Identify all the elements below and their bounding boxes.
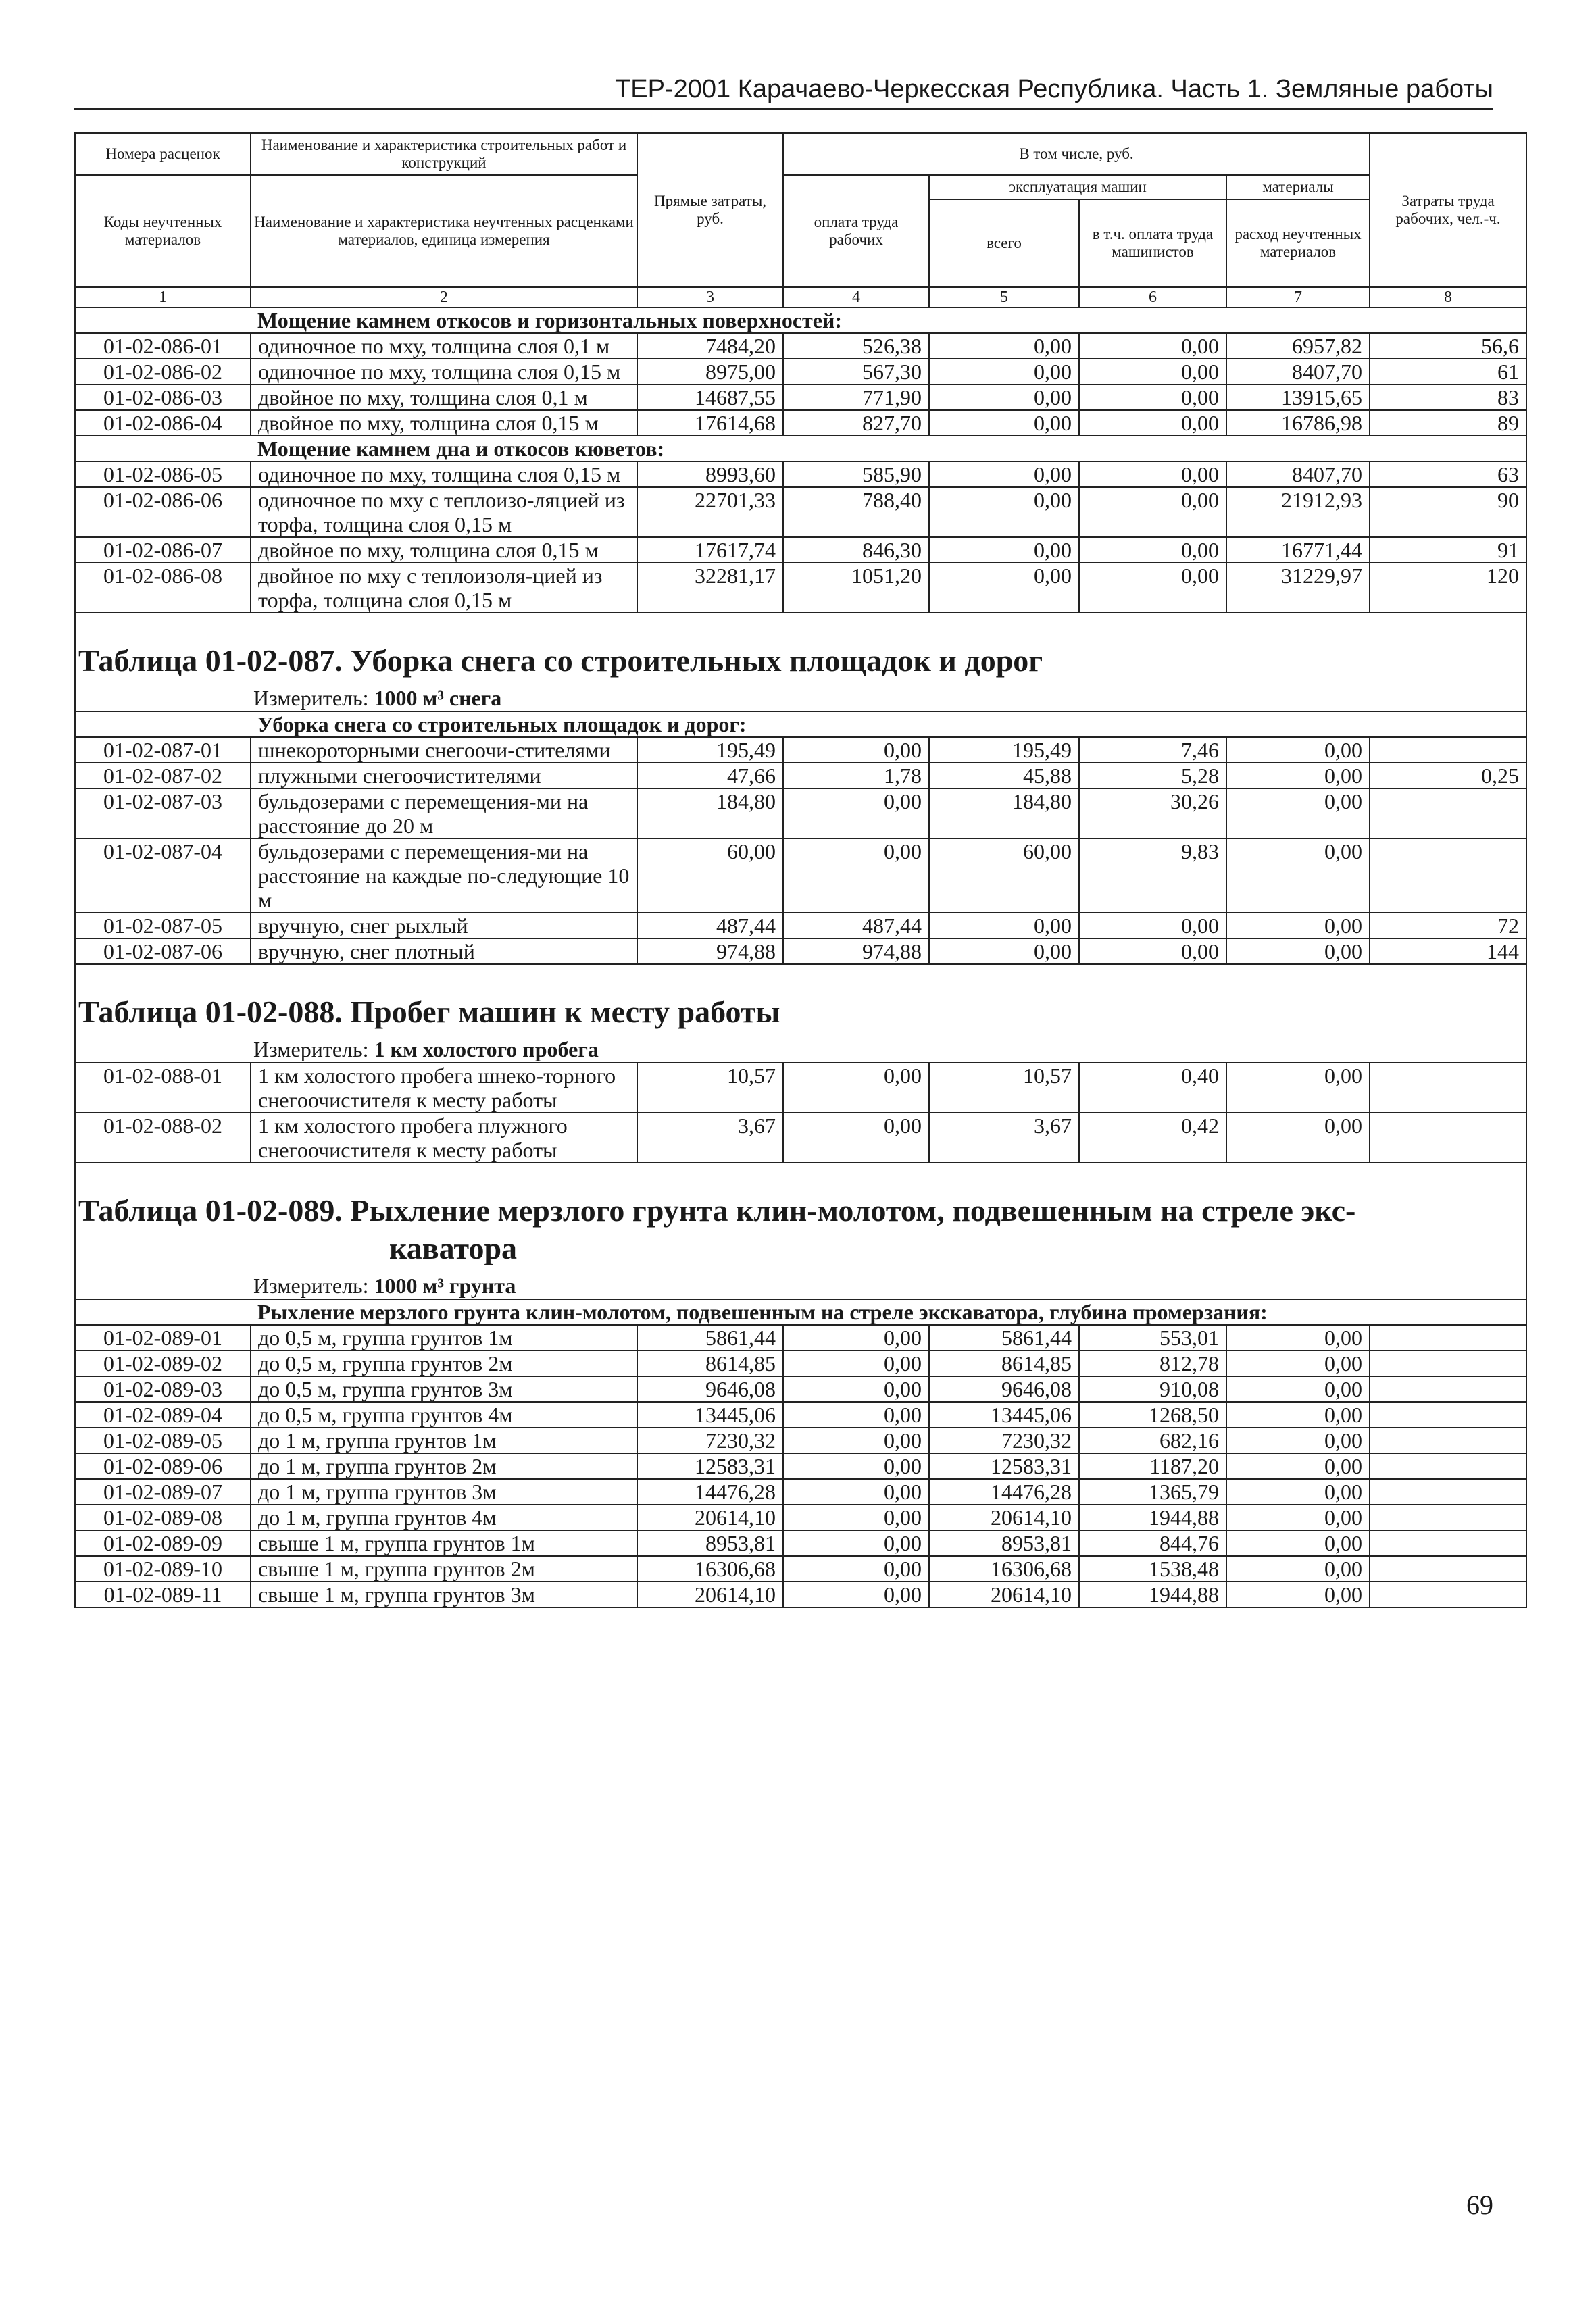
materials-cost: 0,00 — [1226, 1582, 1370, 1607]
section-row — [75, 1299, 1526, 1325]
labor-costs: 0,25 — [1370, 763, 1526, 788]
materials-cost: 0,00 — [1226, 1428, 1370, 1453]
direct-costs: 7230,32 — [637, 1428, 783, 1453]
work-name: шнекороторными снегоочи-стителями — [251, 737, 637, 763]
labor-wages: 0,00 — [783, 838, 929, 913]
section-row — [75, 711, 1526, 737]
machine-costs: 0,00 — [929, 333, 1079, 359]
table-row — [75, 788, 1526, 838]
header-rate-numbers: Номера расценок — [75, 133, 251, 175]
materials-cost: 0,00 — [1226, 913, 1370, 938]
page-header: ТЕР-2001 Карачаево-Черкесская Республика. Часть 1. Земляные работы — [74, 70, 1493, 110]
table-row — [75, 359, 1526, 384]
table-row — [75, 487, 1526, 537]
labor-wages: 0,00 — [783, 1505, 929, 1530]
table-body — [75, 307, 1526, 333]
table-row — [75, 1113, 1526, 1163]
machinist-wages: 0,00 — [1079, 333, 1226, 359]
table-title-line1: Таблица 01-02-089. Рыхление мерзлого грунта клин-молотом, подвешенным на стреле экс- — [78, 1193, 1356, 1228]
column-number: 8 — [1370, 287, 1526, 307]
machinist-wages: 0,00 — [1079, 537, 1226, 563]
rate-code: 01-02-086-02 — [75, 359, 251, 384]
labor-costs: 63 — [1370, 461, 1526, 487]
machinist-wages: 5,28 — [1079, 763, 1226, 788]
labor-wages: 827,70 — [783, 410, 929, 436]
work-name: свыше 1 м, группа грунтов 2м — [251, 1556, 637, 1582]
direct-costs: 8614,85 — [637, 1351, 783, 1376]
work-name: двойное по мху, толщина слоя 0,1 м — [251, 384, 637, 410]
materials-cost: 0,00 — [1226, 1530, 1370, 1556]
machinist-wages: 0,00 — [1079, 461, 1226, 487]
direct-costs: 8975,00 — [637, 359, 783, 384]
header-machinist-wages: в т.ч. оплата труда машинистов — [1079, 199, 1226, 287]
machine-costs: 9646,08 — [929, 1376, 1079, 1402]
header-material-name: Наименование и характеристика неучтенных расценками материалов, единица измерения — [251, 175, 637, 287]
machinist-wages: 1944,88 — [1079, 1582, 1226, 1607]
work-name: одиночное по мху, толщина слоя 0,15 м — [251, 359, 637, 384]
labor-wages: 0,00 — [783, 1376, 929, 1402]
labor-costs — [1370, 1428, 1526, 1453]
table-087-rows — [75, 737, 1526, 964]
materials-cost: 21912,93 — [1226, 487, 1370, 537]
materials-cost: 16771,44 — [1226, 537, 1370, 563]
machine-costs: 45,88 — [929, 763, 1079, 788]
work-name: 1 км холостого пробега шнеко-торного снегоочистителя к месту работы — [251, 1063, 637, 1113]
machinist-wages: 0,00 — [1079, 359, 1226, 384]
work-name: вручную, снег плотный — [251, 938, 637, 964]
work-name: плужными снегоочистителями — [251, 763, 637, 788]
labor-wages: 1,78 — [783, 763, 929, 788]
labor-costs: 83 — [1370, 384, 1526, 410]
direct-costs: 8953,81 — [637, 1530, 783, 1556]
machine-costs: 0,00 — [929, 487, 1079, 537]
table-row — [75, 537, 1526, 563]
rate-code: 01-02-086-04 — [75, 410, 251, 436]
machinist-wages: 844,76 — [1079, 1530, 1226, 1556]
table-086-section1 — [75, 333, 1526, 436]
labor-wages: 487,44 — [783, 913, 929, 938]
table-row — [75, 1556, 1526, 1582]
table-title — [75, 1188, 1526, 1273]
direct-costs: 10,57 — [637, 1063, 783, 1113]
rate-code: 01-02-089-06 — [75, 1453, 251, 1479]
header-total: всего — [929, 199, 1079, 287]
labor-wages: 0,00 — [783, 737, 929, 763]
labor-costs — [1370, 1113, 1526, 1163]
labor-costs — [1370, 1530, 1526, 1556]
labor-costs — [1370, 1556, 1526, 1582]
machinist-wages: 0,00 — [1079, 913, 1226, 938]
machine-costs: 0,00 — [929, 359, 1079, 384]
column-numbers-row — [75, 287, 1526, 307]
machine-costs: 14476,28 — [929, 1479, 1079, 1505]
table-row — [75, 1428, 1526, 1453]
work-name: одиночное по мху, толщина слоя 0,15 м — [251, 461, 637, 487]
table-088-rows — [75, 1063, 1526, 1163]
machine-costs: 5861,44 — [929, 1325, 1079, 1351]
header-material-codes: Коды неучтенных материалов — [75, 175, 251, 287]
materials-cost: 0,00 — [1226, 737, 1370, 763]
machine-costs: 13445,06 — [929, 1402, 1079, 1428]
rate-code: 01-02-088-01 — [75, 1063, 251, 1113]
rate-code: 01-02-086-01 — [75, 333, 251, 359]
machinist-wages: 0,00 — [1079, 487, 1226, 537]
machine-costs: 3,67 — [929, 1113, 1079, 1163]
materials-cost: 0,00 — [1226, 1402, 1370, 1428]
labor-costs — [1370, 1402, 1526, 1428]
machine-costs: 195,49 — [929, 737, 1079, 763]
work-name: одиночное по мху с теплоизо-ляцией из торфа, толщина слоя 0,15 м — [251, 487, 637, 537]
direct-costs: 20614,10 — [637, 1582, 783, 1607]
materials-cost: 0,00 — [1226, 938, 1370, 964]
labor-wages: 567,30 — [783, 359, 929, 384]
labor-wages: 846,30 — [783, 537, 929, 563]
rate-code: 01-02-086-07 — [75, 537, 251, 563]
rate-code: 01-02-089-05 — [75, 1428, 251, 1453]
table-row — [75, 1530, 1526, 1556]
header-including: В том числе, руб. — [783, 133, 1370, 175]
table-row — [75, 1479, 1526, 1505]
machine-costs: 10,57 — [929, 1063, 1079, 1113]
table-row — [75, 737, 1526, 763]
machinist-wages: 1944,88 — [1079, 1505, 1226, 1530]
table-title: Таблица 01-02-087. Уборка снега со строительных площадок и дорог — [75, 638, 1526, 685]
column-number: 1 — [75, 287, 251, 307]
machinist-wages: 812,78 — [1079, 1351, 1226, 1376]
work-name: до 0,5 м, группа грунтов 4м — [251, 1402, 637, 1428]
labor-wages: 0,00 — [783, 1453, 929, 1479]
direct-costs: 14687,55 — [637, 384, 783, 410]
labor-wages: 0,00 — [783, 1428, 929, 1453]
machine-costs: 16306,68 — [929, 1556, 1079, 1582]
rate-code: 01-02-089-09 — [75, 1530, 251, 1556]
machine-costs: 0,00 — [929, 384, 1079, 410]
machinist-wages: 1365,79 — [1079, 1479, 1226, 1505]
meter-unit: 1000 м³ снега — [374, 686, 502, 710]
table-row — [75, 461, 1526, 487]
direct-costs: 13445,06 — [637, 1402, 783, 1428]
table-title-line2: каватора — [389, 1231, 518, 1265]
direct-costs: 974,88 — [637, 938, 783, 964]
work-name: до 1 м, группа грунтов 2м — [251, 1453, 637, 1479]
direct-costs: 7484,20 — [637, 333, 783, 359]
materials-cost: 31229,97 — [1226, 563, 1370, 613]
table-row — [75, 763, 1526, 788]
table-089-rows — [75, 1325, 1526, 1607]
labor-costs — [1370, 788, 1526, 838]
materials-cost: 8407,70 — [1226, 359, 1370, 384]
direct-costs: 17614,68 — [637, 410, 783, 436]
machinist-wages: 0,40 — [1079, 1063, 1226, 1113]
direct-costs: 8993,60 — [637, 461, 783, 487]
work-name: 1 км холостого пробега плужного снегоочистителя к месту работы — [251, 1113, 637, 1163]
labor-wages: 974,88 — [783, 938, 929, 964]
table-row — [75, 838, 1526, 913]
section-row — [75, 307, 1526, 333]
rate-code: 01-02-087-05 — [75, 913, 251, 938]
machine-costs: 7230,32 — [929, 1428, 1079, 1453]
section-title: Рыхление мерзлого грунта клин-молотом, подвешенным на стреле экскаватора, глубина промерзания: — [251, 1299, 1526, 1325]
column-number: 7 — [1226, 287, 1370, 307]
labor-wages: 0,00 — [783, 1479, 929, 1505]
labor-costs — [1370, 1453, 1526, 1479]
direct-costs: 47,66 — [637, 763, 783, 788]
labor-costs: 89 — [1370, 410, 1526, 436]
direct-costs: 22701,33 — [637, 487, 783, 537]
work-name: одиночное по мху, толщина слоя 0,1 м — [251, 333, 637, 359]
table-meter — [251, 1036, 1526, 1063]
work-name: до 0,5 м, группа грунтов 2м — [251, 1351, 637, 1376]
work-name: свыше 1 м, группа грунтов 1м — [251, 1530, 637, 1556]
work-name: двойное по мху, толщина слоя 0,15 м — [251, 410, 637, 436]
rate-code: 01-02-089-01 — [75, 1325, 251, 1351]
labor-wages: 1051,20 — [783, 563, 929, 613]
meter-label: Измеритель: — [253, 686, 369, 710]
column-number: 2 — [251, 287, 637, 307]
work-name: бульдозерами с перемещения-ми на расстояние до 20 м — [251, 788, 637, 838]
direct-costs: 3,67 — [637, 1113, 783, 1163]
materials-cost: 13915,65 — [1226, 384, 1370, 410]
rate-code: 01-02-087-01 — [75, 737, 251, 763]
direct-costs: 16306,68 — [637, 1556, 783, 1582]
labor-costs: 91 — [1370, 537, 1526, 563]
labor-costs — [1370, 737, 1526, 763]
materials-cost: 0,00 — [1226, 1351, 1370, 1376]
machinist-wages: 9,83 — [1079, 838, 1226, 913]
materials-cost: 0,00 — [1226, 1325, 1370, 1351]
materials-cost: 16786,98 — [1226, 410, 1370, 436]
machinist-wages: 7,46 — [1079, 737, 1226, 763]
work-name: двойное по мху с теплоизоля-цией из торфа, толщина слоя 0,15 м — [251, 563, 637, 613]
table-meter — [251, 1273, 1526, 1299]
work-name: до 0,5 м, группа грунтов 1м — [251, 1325, 637, 1351]
page-number: 69 — [1466, 2190, 1493, 2220]
machinist-wages: 910,08 — [1079, 1376, 1226, 1402]
rate-code: 01-02-086-03 — [75, 384, 251, 410]
direct-costs: 14476,28 — [637, 1479, 783, 1505]
rate-code: 01-02-086-05 — [75, 461, 251, 487]
column-number: 3 — [637, 287, 783, 307]
materials-cost: 0,00 — [1226, 1063, 1370, 1113]
direct-costs: 184,80 — [637, 788, 783, 838]
work-name: до 1 м, группа грунтов 1м — [251, 1428, 637, 1453]
labor-wages: 526,38 — [783, 333, 929, 359]
labor-costs — [1370, 1325, 1526, 1351]
work-name: до 1 м, группа грунтов 3м — [251, 1479, 637, 1505]
column-number: 4 — [783, 287, 929, 307]
direct-costs: 17617,74 — [637, 537, 783, 563]
materials-cost: 0,00 — [1226, 1479, 1370, 1505]
table-meter — [251, 685, 1526, 711]
machine-costs: 20614,10 — [929, 1582, 1079, 1607]
header-materials: материалы — [1226, 175, 1370, 199]
rate-code: 01-02-089-08 — [75, 1505, 251, 1530]
labor-wages: 0,00 — [783, 1325, 929, 1351]
machine-costs: 0,00 — [929, 410, 1079, 436]
meter-label: Измеритель: — [253, 1037, 369, 1061]
section-title: Мощение камнем дна и откосов кюветов: — [251, 436, 1526, 461]
rate-code: 01-02-087-06 — [75, 938, 251, 964]
header-unaccounted-materials: расход неучтенных материалов — [1226, 199, 1370, 287]
direct-costs: 195,49 — [637, 737, 783, 763]
section-row — [75, 436, 1526, 461]
direct-costs: 32281,17 — [637, 563, 783, 613]
machine-costs: 60,00 — [929, 838, 1079, 913]
machine-costs: 0,00 — [929, 537, 1079, 563]
labor-wages: 788,40 — [783, 487, 929, 537]
meter-unit: 1 км холостого пробега — [374, 1037, 599, 1061]
work-name: до 0,5 м, группа грунтов 3м — [251, 1376, 637, 1402]
labor-costs — [1370, 1376, 1526, 1402]
materials-cost: 0,00 — [1226, 1556, 1370, 1582]
rate-code: 01-02-089-04 — [75, 1402, 251, 1428]
labor-wages: 0,00 — [783, 1556, 929, 1582]
materials-cost: 6957,82 — [1226, 333, 1370, 359]
materials-cost: 0,00 — [1226, 788, 1370, 838]
direct-costs: 5861,44 — [637, 1325, 783, 1351]
machinist-wages: 553,01 — [1079, 1325, 1226, 1351]
section-title: Уборка снега со строительных площадок и дорог: — [251, 711, 1526, 737]
rate-code: 01-02-086-08 — [75, 563, 251, 613]
rates-table — [74, 132, 1527, 1608]
labor-costs: 72 — [1370, 913, 1526, 938]
header-machine-operation: эксплуатация машин — [929, 175, 1226, 199]
labor-costs: 90 — [1370, 487, 1526, 537]
table-row — [75, 1063, 1526, 1113]
labor-costs — [1370, 1582, 1526, 1607]
labor-wages: 0,00 — [783, 1351, 929, 1376]
rate-code: 01-02-087-03 — [75, 788, 251, 838]
header-labor-wages: оплата труда рабочих — [783, 175, 929, 287]
labor-costs: 144 — [1370, 938, 1526, 964]
table-row — [75, 333, 1526, 359]
direct-costs: 487,44 — [637, 913, 783, 938]
machinist-wages: 0,00 — [1079, 384, 1226, 410]
machinist-wages: 0,42 — [1079, 1113, 1226, 1163]
rate-code: 01-02-089-07 — [75, 1479, 251, 1505]
labor-costs — [1370, 1351, 1526, 1376]
machine-costs: 184,80 — [929, 788, 1079, 838]
labor-wages: 0,00 — [783, 1402, 929, 1428]
materials-cost: 0,00 — [1226, 1113, 1370, 1163]
labor-costs: 61 — [1370, 359, 1526, 384]
labor-wages: 0,00 — [783, 1530, 929, 1556]
machinist-wages: 682,16 — [1079, 1428, 1226, 1453]
machine-costs: 12583,31 — [929, 1453, 1079, 1479]
machine-costs: 8614,85 — [929, 1351, 1079, 1376]
labor-wages: 0,00 — [783, 1582, 929, 1607]
table-row — [75, 1582, 1526, 1607]
machine-costs: 0,00 — [929, 938, 1079, 964]
materials-cost: 0,00 — [1226, 1505, 1370, 1530]
meter-unit: 1000 м³ грунта — [374, 1274, 516, 1298]
table-row — [75, 384, 1526, 410]
column-number: 5 — [929, 287, 1079, 307]
header-direct-costs: Прямые затраты, руб. — [637, 133, 783, 287]
table-row — [75, 1505, 1526, 1530]
rate-code: 01-02-086-06 — [75, 487, 251, 537]
labor-wages: 585,90 — [783, 461, 929, 487]
work-name: вручную, снег рыхлый — [251, 913, 637, 938]
materials-cost: 8407,70 — [1226, 461, 1370, 487]
table-row — [75, 1402, 1526, 1428]
materials-cost: 0,00 — [1226, 1453, 1370, 1479]
table-row — [75, 1453, 1526, 1479]
work-name: до 1 м, группа грунтов 4м — [251, 1505, 637, 1530]
labor-costs — [1370, 1479, 1526, 1505]
section-title: Мощение камнем откосов и горизонтальных поверхностей: — [251, 307, 1526, 333]
table-row — [75, 1351, 1526, 1376]
table-row — [75, 563, 1526, 613]
machine-costs: 0,00 — [929, 563, 1079, 613]
labor-costs — [1370, 1505, 1526, 1530]
work-name: свыше 1 м, группа грунтов 3м — [251, 1582, 637, 1607]
direct-costs: 12583,31 — [637, 1453, 783, 1479]
labor-wages: 0,00 — [783, 1063, 929, 1113]
direct-costs: 9646,08 — [637, 1376, 783, 1402]
machinist-wages: 1187,20 — [1079, 1453, 1226, 1479]
direct-costs: 60,00 — [637, 838, 783, 913]
labor-costs: 56,6 — [1370, 333, 1526, 359]
labor-wages: 0,00 — [783, 788, 929, 838]
machine-costs: 0,00 — [929, 913, 1079, 938]
table-086-section2 — [75, 461, 1526, 613]
header-labor-costs: Затраты труда рабочих, чел.-ч. — [1370, 133, 1526, 287]
rate-code: 01-02-089-03 — [75, 1376, 251, 1402]
machine-costs: 8953,81 — [929, 1530, 1079, 1556]
labor-costs — [1370, 838, 1526, 913]
machine-costs: 20614,10 — [929, 1505, 1079, 1530]
table-row — [75, 410, 1526, 436]
materials-cost: 0,00 — [1226, 1376, 1370, 1402]
labor-wages: 0,00 — [783, 1113, 929, 1163]
table-header — [75, 133, 1526, 307]
table-row — [75, 913, 1526, 938]
labor-costs: 120 — [1370, 563, 1526, 613]
materials-cost: 0,00 — [1226, 763, 1370, 788]
header-work-name: Наименование и характеристика строительных работ и конструкций — [251, 133, 637, 175]
machine-costs: 0,00 — [929, 461, 1079, 487]
direct-costs: 20614,10 — [637, 1505, 783, 1530]
rate-code: 01-02-089-11 — [75, 1582, 251, 1607]
labor-costs — [1370, 1063, 1526, 1113]
column-number: 6 — [1079, 287, 1226, 307]
machinist-wages: 0,00 — [1079, 563, 1226, 613]
materials-cost: 0,00 — [1226, 838, 1370, 913]
work-name: двойное по мху, толщина слоя 0,15 м — [251, 537, 637, 563]
machinist-wages: 30,26 — [1079, 788, 1226, 838]
meter-label: Измеритель: — [253, 1274, 369, 1298]
rate-code: 01-02-087-04 — [75, 838, 251, 913]
table-row — [75, 1325, 1526, 1351]
rate-code: 01-02-088-02 — [75, 1113, 251, 1163]
table-row — [75, 938, 1526, 964]
work-name: бульдозерами с перемещения-ми на расстояние на каждые по-следующие 10 м — [251, 838, 637, 913]
rate-code: 01-02-087-02 — [75, 763, 251, 788]
machinist-wages: 0,00 — [1079, 938, 1226, 964]
machinist-wages: 1538,48 — [1079, 1556, 1226, 1582]
labor-wages: 771,90 — [783, 384, 929, 410]
machinist-wages: 0,00 — [1079, 410, 1226, 436]
machinist-wages: 1268,50 — [1079, 1402, 1226, 1428]
table-title: Таблица 01-02-088. Пробег машин к месту работы — [75, 989, 1526, 1036]
table-row — [75, 1376, 1526, 1402]
rate-code: 01-02-089-02 — [75, 1351, 251, 1376]
rate-code: 01-02-089-10 — [75, 1556, 251, 1582]
